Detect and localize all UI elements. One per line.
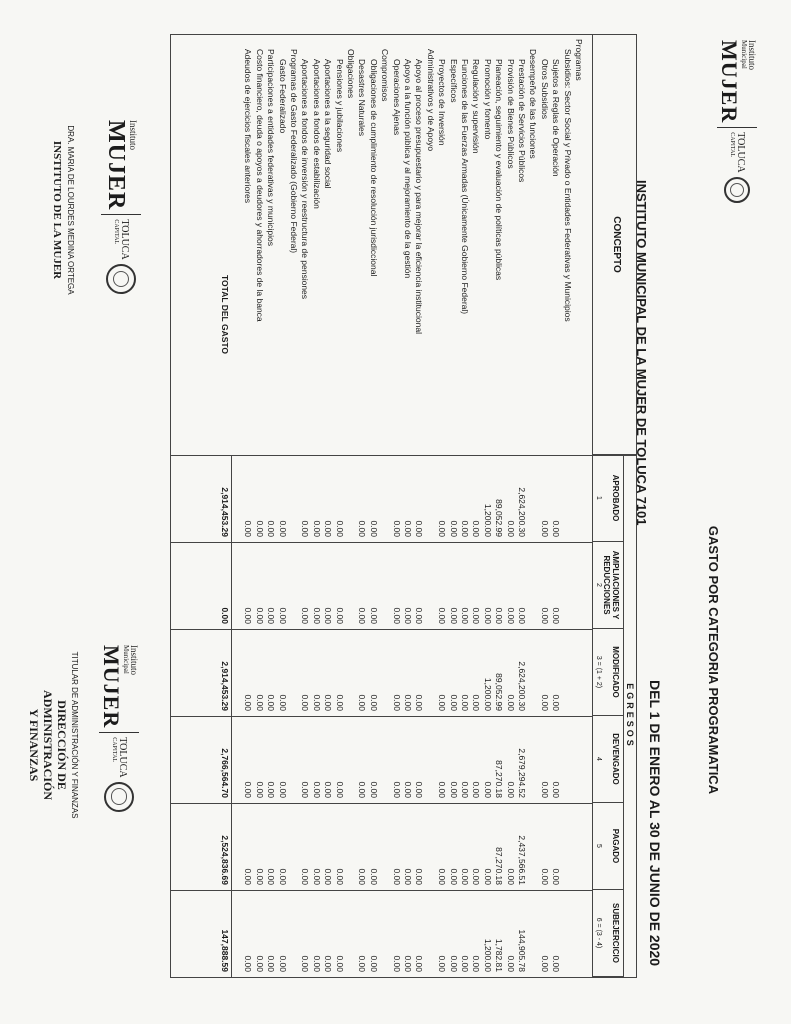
- row-value: 0.00: [403, 607, 413, 624]
- row-value: 0.00: [471, 694, 482, 711]
- column-divider: [171, 803, 592, 804]
- row-value: 0.00: [505, 520, 516, 537]
- column-divider: [171, 455, 636, 456]
- row-concept: Participaciones a entidades federativas y municipios: [266, 49, 277, 247]
- row-value: 0.00: [437, 955, 448, 972]
- row-value: 0.00: [551, 781, 562, 798]
- row-value: 0.00: [403, 781, 413, 798]
- row-value: 0.00: [323, 781, 334, 798]
- row-value: 0.00: [505, 868, 516, 885]
- table-row: [335, 35, 345, 977]
- column-divider: [171, 542, 592, 543]
- table-row: [266, 35, 276, 977]
- row-value: 0.00: [460, 520, 470, 537]
- row-concept: Planeación, seguimiento y evaluación de políticas públicas: [494, 59, 505, 281]
- row-value: 0.00: [311, 694, 322, 711]
- table-row: [528, 35, 538, 977]
- row-value: 0.00: [368, 694, 379, 711]
- row-concept: Sujetos a Reglas de Operación: [551, 59, 562, 177]
- row-concept: Pensiones y jubilaciones: [334, 59, 345, 153]
- table-row: [300, 35, 310, 977]
- row-value: 0.00: [243, 694, 254, 711]
- row-value: 0.00: [539, 868, 550, 885]
- table-row: [506, 35, 516, 977]
- row-value: 0.00: [266, 868, 277, 885]
- right-signature-name: TITULAR DE ADMINISTRACIÓN Y FINANZAS: [70, 651, 79, 819]
- column-header: AMPLIACIONES Y REDUCCIONES 2: [592, 542, 624, 629]
- table-row: [357, 35, 367, 977]
- row-value: 0.00: [254, 607, 265, 624]
- row-value: 0.00: [539, 955, 550, 972]
- row-value: 0.00: [254, 781, 265, 798]
- row-concept: Desempeño de las funciones: [528, 49, 539, 159]
- row-value: 0.00: [437, 520, 448, 537]
- row-value: 0.00: [368, 520, 379, 537]
- row-value: 0.00: [311, 955, 322, 972]
- row-value: 0.00: [460, 955, 470, 972]
- table-row: [289, 35, 299, 977]
- row-value: 0.00: [437, 694, 448, 711]
- left-signature-stamp: INSTITUTO DE LA MUJER: [51, 140, 63, 280]
- row-value: 0.00: [437, 781, 448, 798]
- row-value: 0.00: [266, 781, 277, 798]
- row-concept: Aportaciones a fondos de estabilización: [311, 59, 322, 209]
- row-value: 0.00: [334, 694, 345, 711]
- right-stamp-logo: Instituto Municipal MUJER TOLUCA CAPITAL: [99, 645, 139, 812]
- row-concept: Programas de Gasto Federalizado (Gobierno Federal): [289, 49, 299, 254]
- table-row: [483, 35, 493, 977]
- row-value: 0.00: [482, 607, 493, 624]
- row-value: 0.00: [277, 781, 288, 798]
- row-value: 147,888.59: [220, 929, 230, 972]
- row-value: 0.00: [414, 607, 425, 624]
- right-stamp-line3: Y FINANZAS: [27, 708, 41, 782]
- row-value: 0.00: [254, 520, 265, 537]
- row-concept: Proyectos de Inversión: [437, 59, 448, 146]
- row-value: 0.00: [391, 781, 402, 798]
- row-value: 0.00: [323, 520, 334, 537]
- row-value: 89,052.99: [494, 499, 505, 537]
- row-value: 0.00: [448, 607, 459, 624]
- row-value: 0.00: [414, 955, 425, 972]
- row-concept: Funciones de las Fuerzas Armadas (Únicamente Gobierno Federal): [460, 59, 470, 315]
- row-concept: Aportaciones a fondos de inversión y reestructura de pensiones: [300, 59, 311, 300]
- row-value: 0.00: [357, 694, 368, 711]
- table-row: [563, 35, 573, 977]
- table-row: [278, 35, 288, 977]
- row-value: 1,200.00: [482, 677, 493, 711]
- row-value: 0.00: [482, 781, 493, 798]
- row-value: 0.00: [357, 607, 368, 624]
- total-row: [220, 35, 230, 977]
- row-value: 0.00: [243, 955, 254, 972]
- row-value: 0.00: [505, 781, 516, 798]
- row-value: 0.00: [505, 955, 516, 972]
- egresos-header: EGRESOS: [623, 455, 636, 977]
- row-value: 0.00: [448, 781, 459, 798]
- row-value: 0.00: [277, 694, 288, 711]
- row-value: 0.00: [460, 607, 470, 624]
- row-value: 0.00: [334, 607, 345, 624]
- row-value: 1,200.00: [482, 503, 493, 537]
- row-value: 0.00: [266, 607, 277, 624]
- row-value: 144,905.78: [517, 929, 527, 972]
- column-divider: [171, 890, 592, 891]
- row-concept: Administrativos y de Apoyo: [425, 49, 436, 152]
- row-value: 0.00: [334, 868, 345, 885]
- row-value: 0.00: [323, 694, 334, 711]
- row-value: 0.00: [551, 955, 562, 972]
- left-signature-name: DRA. MARIA DE LOURDES MEDINA ORTEGA: [66, 125, 75, 295]
- table-row: [312, 35, 322, 977]
- row-value: 0.00: [471, 781, 482, 798]
- row-value: 0.00: [368, 607, 379, 624]
- row-value: 0.00: [334, 781, 345, 798]
- row-value: 0.00: [437, 607, 448, 624]
- row-value: 0.00: [243, 868, 254, 885]
- row-value: 0.00: [471, 607, 482, 624]
- row-concept: Provisión de Bienes Públicos: [505, 59, 516, 169]
- row-value: 0.00: [254, 955, 265, 972]
- row-value: 2,914,453.29: [220, 487, 230, 537]
- row-value: 0.00: [277, 607, 288, 624]
- row-value: 0.00: [243, 520, 254, 537]
- row-value: 0.00: [391, 955, 402, 972]
- row-value: 0.00: [391, 607, 402, 624]
- row-value: 0.00: [323, 607, 334, 624]
- table-row: [471, 35, 481, 977]
- row-value: 87,270.18: [494, 847, 505, 885]
- row-value: 0.00: [277, 520, 288, 537]
- table-row: [460, 35, 470, 977]
- row-value: 1,782.81: [494, 938, 505, 972]
- row-concept: Apoyo al proceso presupuestario y para mejorar la eficiencia institucional: [414, 59, 425, 334]
- row-value: 0.00: [448, 868, 459, 885]
- row-concept: Específicos: [448, 59, 459, 103]
- table-row: [426, 35, 436, 977]
- right-stamp-line2: ADMINISTRACIÓN: [41, 689, 55, 800]
- row-concept: Operaciones Ajenas: [391, 59, 402, 136]
- left-stamp-logo: Instituto MUJER TOLUCA CAPITAL: [101, 120, 141, 294]
- row-value: 1,200.00: [482, 938, 493, 972]
- row-value: 0.00: [414, 781, 425, 798]
- row-concept: Compromisos: [380, 49, 391, 102]
- row-value: 0.00: [266, 520, 277, 537]
- row-value: 0.00: [300, 868, 311, 885]
- row-concept: Promoción y fomento: [482, 59, 493, 140]
- row-value: 0.00: [368, 781, 379, 798]
- table-row: [540, 35, 550, 977]
- toluca-seal-icon: [724, 177, 750, 203]
- table-row: [346, 35, 356, 977]
- row-value: 0.00: [368, 955, 379, 972]
- row-value: 0.00: [539, 694, 550, 711]
- row-value: 0.00: [391, 868, 402, 885]
- row-value: 0.00: [448, 955, 459, 972]
- row-value: 0.00: [471, 868, 482, 885]
- row-concept: Prestación de Servicios Públicos: [517, 59, 527, 183]
- concept-header: CONCEPTO: [592, 35, 636, 455]
- row-value: 0.00: [357, 955, 368, 972]
- row-value: 0.00: [448, 520, 459, 537]
- table-row: [369, 35, 379, 977]
- table-row: [323, 35, 333, 977]
- column-header: PAGADO 5: [592, 803, 624, 890]
- row-value: 2,914,453.29: [220, 661, 230, 711]
- row-value: 0.00: [311, 520, 322, 537]
- row-concept: Aportaciones a la seguridad social: [323, 59, 334, 189]
- table-row: [517, 35, 527, 977]
- row-concept: Costo financiero, deuda o apoyos a deudores y ahorradores de la banca: [254, 49, 265, 322]
- row-concept: Desastres Naturales: [357, 59, 368, 137]
- row-value: 0.00: [403, 955, 413, 972]
- row-value: 0.00: [471, 520, 482, 537]
- report-period: DEL 1 DE ENERO AL 30 DE JUNIO DE 2020: [647, 680, 663, 967]
- row-value: 2,624,200.30: [517, 661, 527, 711]
- row-value: 0.00: [551, 868, 562, 885]
- row-value: 0.00: [266, 694, 277, 711]
- row-value: 0.00: [471, 955, 482, 972]
- row-value: 0.00: [300, 694, 311, 711]
- row-value: 0.00: [460, 868, 470, 885]
- toluca-seal-icon: [104, 782, 134, 812]
- row-value: 0.00: [551, 520, 562, 537]
- row-value: 0.00: [505, 694, 516, 711]
- row-value: 0.00: [323, 868, 334, 885]
- row-value: 0.00: [334, 520, 345, 537]
- right-stamp-line1: DIRECCIÓN DE: [55, 700, 69, 790]
- row-concept: TOTAL DEL GASTO: [220, 275, 230, 355]
- row-value: 0.00: [460, 694, 470, 711]
- row-value: 0.00: [539, 520, 550, 537]
- row-concept: Apoyo a la función pública y al mejoramiento de la gestión: [403, 59, 413, 279]
- table-row: [574, 35, 584, 977]
- row-value: 2,437,566.51: [517, 835, 527, 885]
- row-value: 2,766,564.70: [220, 748, 230, 798]
- row-value: 89,052.99: [494, 673, 505, 711]
- table-row: [551, 35, 561, 977]
- row-value: 0.00: [551, 694, 562, 711]
- row-value: 0.00: [334, 955, 345, 972]
- row-value: 0.00: [551, 607, 562, 624]
- row-concept: Subsidios: Sector Social y Privado o Entidades Federativas y Municipios: [562, 49, 573, 322]
- row-value: 2,624,200.30: [517, 487, 527, 537]
- table-row: [255, 35, 265, 977]
- row-value: 0.00: [368, 868, 379, 885]
- row-value: 87,270.18: [494, 760, 505, 798]
- row-value: 0.00: [437, 868, 448, 885]
- row-value: 0.00: [517, 607, 527, 624]
- row-concept: Adeudos de ejercicios fiscales anteriores: [243, 49, 254, 204]
- row-concept: Otros Subsidios: [539, 59, 550, 119]
- row-value: 0.00: [220, 607, 230, 624]
- row-concept: Gasto Federalizado: [277, 59, 288, 134]
- row-value: 0.00: [311, 781, 322, 798]
- row-value: 0.00: [254, 868, 265, 885]
- row-concept: Regulación y supervisión: [471, 59, 482, 154]
- row-value: 0.00: [448, 694, 459, 711]
- row-value: 0.00: [277, 955, 288, 972]
- logo-line1: Instituto: [747, 40, 757, 71]
- row-value: 0.00: [414, 520, 425, 537]
- row-value: 2,524,836.69: [220, 835, 230, 885]
- row-value: 0.00: [403, 520, 413, 537]
- logo-tag: CAPITAL: [729, 132, 735, 158]
- row-value: 0.00: [277, 868, 288, 885]
- row-value: 0.00: [482, 868, 493, 885]
- table-row: [243, 35, 253, 977]
- row-value: 0.00: [266, 955, 277, 972]
- row-value: 0.00: [357, 520, 368, 537]
- table-row: [403, 35, 413, 977]
- row-value: 0.00: [311, 607, 322, 624]
- row-value: 0.00: [505, 607, 516, 624]
- row-value: 0.00: [539, 781, 550, 798]
- row-value: 0.00: [243, 607, 254, 624]
- logo-line2: Municipal: [740, 40, 748, 69]
- logo-city: TOLUCA: [735, 132, 746, 173]
- row-value: 0.00: [323, 955, 334, 972]
- row-value: 0.00: [460, 781, 470, 798]
- row-concept: Programas: [574, 39, 584, 81]
- institute-logo: [717, 40, 757, 203]
- row-value: 0.00: [243, 781, 254, 798]
- row-value: 0.00: [403, 694, 413, 711]
- logo-brand: MUJER: [717, 40, 742, 124]
- toluca-seal-icon: [106, 264, 136, 294]
- row-value: 0.00: [357, 781, 368, 798]
- table-row: [380, 35, 390, 977]
- row-value: 0.00: [300, 955, 311, 972]
- table-row: [392, 35, 402, 977]
- row-value: 0.00: [300, 607, 311, 624]
- row-value: 0.00: [357, 868, 368, 885]
- row-value: 0.00: [311, 868, 322, 885]
- column-header: MODIFICADO 3 = (1 + 2): [592, 629, 624, 716]
- table-row: [437, 35, 447, 977]
- column-divider: [171, 629, 592, 630]
- row-value: 0.00: [300, 520, 311, 537]
- row-value: 2,679,294.52: [517, 748, 527, 798]
- row-value: 0.00: [494, 607, 505, 624]
- report-title: GASTO POR CATEGORIA PROGRAMATICA: [706, 525, 721, 795]
- column-header: DEVENGADO 4: [592, 716, 624, 803]
- row-value: 0.00: [391, 520, 402, 537]
- table-row: [414, 35, 424, 977]
- table-row: [449, 35, 459, 977]
- table-row: [494, 35, 504, 977]
- row-concept: Obligaciones: [346, 49, 356, 99]
- institution-title: INSTITUTO MUNICIPAL DE LA MUJER DE TOLUCA 7101: [634, 180, 649, 526]
- row-value: 0.00: [300, 781, 311, 798]
- row-value: 0.00: [254, 694, 265, 711]
- row-value: 0.00: [391, 694, 402, 711]
- column-header: SUBEJERCICIO 6 = (3 - 4): [592, 890, 624, 977]
- column-divider: [171, 716, 592, 717]
- row-concept: Obligaciones de cumplimiento de resolución jurisdiccional: [368, 59, 379, 277]
- row-value: 0.00: [403, 868, 413, 885]
- column-header: APROBADO 1: [592, 455, 624, 542]
- row-value: 0.00: [414, 868, 425, 885]
- row-value: 0.00: [539, 607, 550, 624]
- category-expense-table: [170, 34, 637, 978]
- row-value: 0.00: [414, 694, 425, 711]
